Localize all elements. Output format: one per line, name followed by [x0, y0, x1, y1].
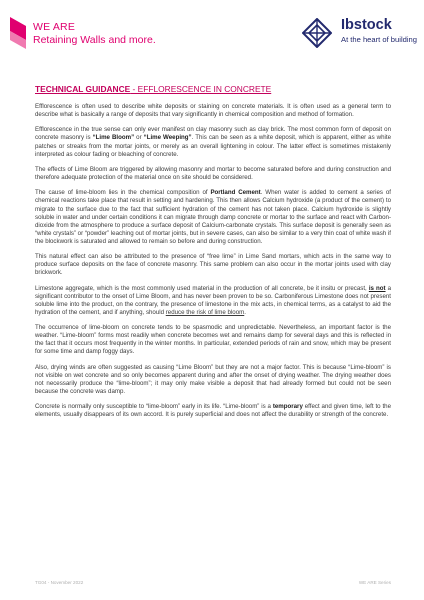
page-header [0, 0, 424, 62]
ibstock-name: Ibstock [341, 17, 392, 33]
brand-line2: Retaining Walls and more. [33, 34, 156, 46]
lime-weeping-term: “Lime Weeping” [143, 134, 192, 142]
document-body [35, 84, 391, 427]
reduce-risk-emphasis: reduce the risk of lime bloom [165, 308, 245, 316]
paragraph-4: The cause of lime-bloom lies in the chemical composition of Portland Cement. When water is added to cement a series of chemical reactions take place that result in setting and hardening. This then allows Calcium hydroxide (a product of the cement) to migrate to the surface due to the fact that sufficient hydration of the cement has not taken place. Calcium hydroxide is slightly soluble in water and under certain conditions it can migrate through damp concrete or mortar to the surface and react with Carbon-dioxide from the atmosphere to produce a surface deposit of Calcium-carbonate crystals. This surface deposit is generally seen as “white crystals” or “powder” leaching out of mortar joints, but in severe cases, can also be similar to a very thin coat of white wash if the blockwork is saturated and allowed to remain so before and during construction. [35, 189, 391, 245]
ibstock-tagline: At the heart of building [341, 35, 417, 44]
paragraph-1: Efflorescence is often used to describe white deposits or staining on concrete materials. It is often used as a general term to describe what is basically a range of deposits that vary significantly in chemical composition and method of formation. [35, 103, 391, 119]
paragraph-5: This natural effect can also be attributed to the presence of “free lime” in Lime Sand mortars, which acts in the same way to produce surface deposits on the face of concrete masonry. This same problem can also occur in the mortar joints used with clay brickwork. [35, 253, 391, 277]
we-are-logo-icon [10, 17, 26, 49]
paragraph-7: The occurrence of lime-bloom on concrete tends to be spasmodic and unpredictable. Nevertheless, an important factor is the weather. “Lime-bloom” forms most readily when concrete becomes wet and remains damp for several days and this is reflected in the fact that it occurs most frequently in the winter months. In particular, extended periods of rain and snow, which may be present for some time and damp foggy days. [35, 324, 391, 356]
footer-reference: TG04 - November 2022 [35, 580, 84, 585]
page-footer [35, 580, 391, 585]
paragraph-3: The effects of Lime Bloom are triggered by allowing masonry and mortar to become saturated before and during construction and therefore adequate protection of the material once on site should be considered. [35, 165, 391, 182]
brand-line1: WE ARE [33, 21, 76, 33]
paragraph-8: Also, drying winds are often suggested as causing “Lime Bloom” but they are not a major factor. This is because “Lime-bloom” is not visible on wet concrete and so only becomes apparent during and after the onset of drying weather. The drying weather does not necessarily produce the “lime-bloom”; it may only make visible a deposit that had already formed but could not be seen because the concrete was damp. [35, 363, 391, 396]
title-main: TECHNICAL GUIDANCE [35, 84, 131, 94]
paragraph-6: Limestone aggregate, which is the most commonly used material in the production of all concrete, be it insitu or precast, is not a significant contributor to the onset of Lime Bloom, and has never been proven to be so. Carboniferous Limestone does not present soluble lime into the product, on the contrary, the presence of limestone in the mix acts, in chemical terms, as a catalyst to aid the hydration of the cement, and if anything, should reduce the risk of lime bloom. [35, 284, 392, 316]
portland-cement-term: Portland Cement [210, 189, 261, 197]
lime-bloom-term: “Lime Bloom” [92, 134, 135, 142]
title-sub: - EFFLORESCENCE IN CONCRETE [130, 84, 272, 94]
temporary-term: temporary [272, 403, 303, 411]
is-not-emphasis: is not [368, 284, 386, 292]
paragraph-2: Efflorescence in the true sense can only ever manifest on clay masonry such as clay brick. The most common form of deposit on concrete masonry is “Lime Bloom” or “Lime Weeping”. This can be seen as a white deposit, which is apparent, either as white patches or streaks from the mortar joints, or merely as an overall lightening in colour. The latter effect is sometimes mistakenly interpreted as colour fading or bleaching of concrete. [35, 126, 391, 158]
footer-series: WE ARE Series [358, 580, 391, 585]
page-title [35, 84, 391, 94]
paragraph-9: Concrete is normally only susceptible to “lime-bloom” early in its life. “Lime-bloom” is a temporary effect and given time, left to the elements, usually disappears of its own accord. It is purely superficial and does not affect the durability or strength of the concrete. [35, 403, 391, 419]
ibstock-logo-icon [302, 18, 332, 48]
